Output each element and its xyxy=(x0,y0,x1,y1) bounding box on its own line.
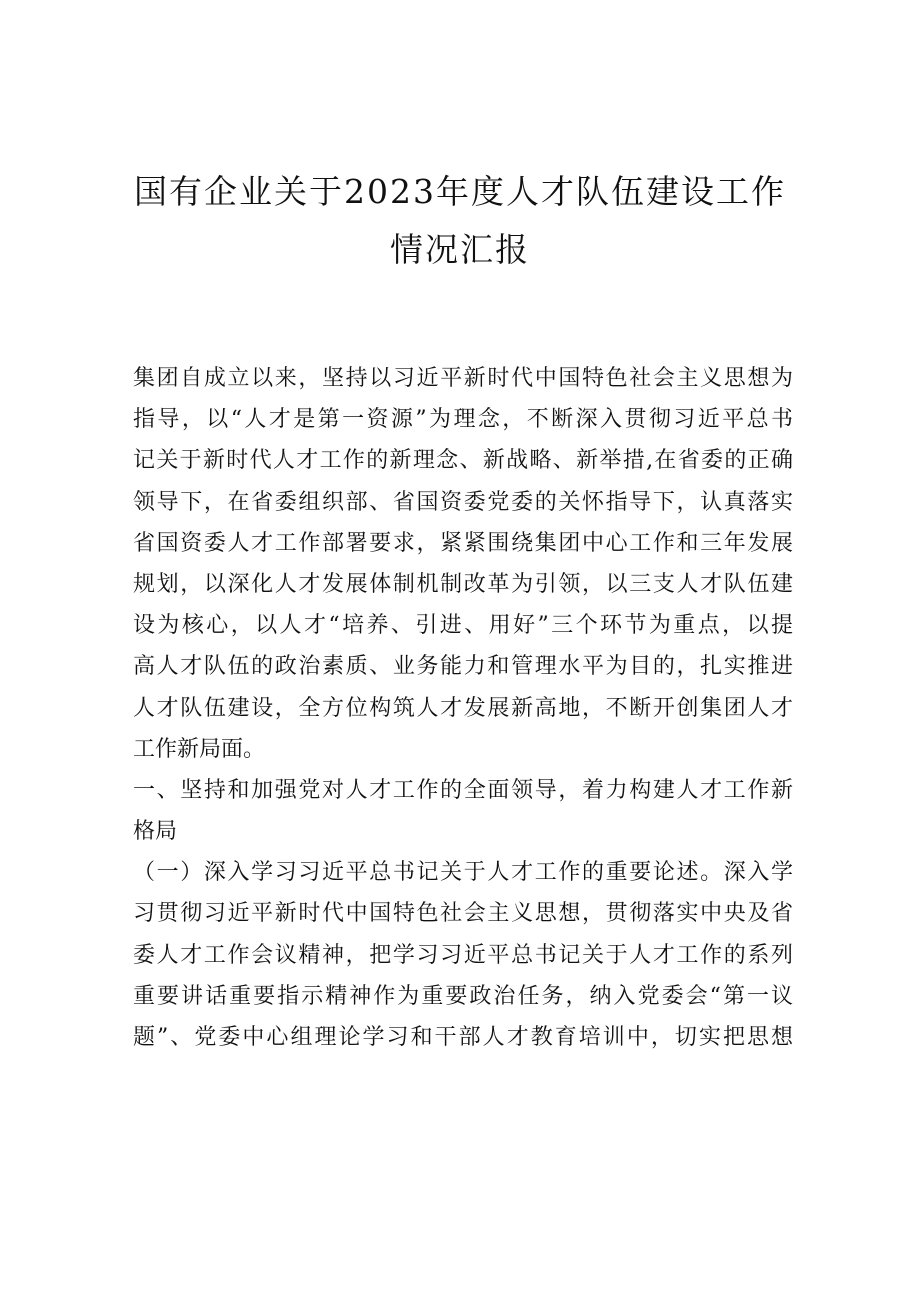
body-line: 规划，以深化人才发展体制机制改革为引领，以三支人才队伍建 xyxy=(133,571,793,597)
document-body xyxy=(133,358,793,1058)
document-title-line-1: 国有企业关于2023年度人才队伍建设工作 xyxy=(134,172,786,211)
body-line: 设为核心，以人才“培养、引进、用好”三个环节为重点，以提 xyxy=(133,613,793,639)
body-line: 题”、党委中心组理论学习和干部人才教育培训中，切实把思想 xyxy=(133,1025,793,1050)
section-heading-line: 格局 xyxy=(133,819,178,845)
body-line: 委人才工作会议精神，把学习习近平总书记关于人才工作的系列 xyxy=(133,942,793,968)
body-line: 领导下，在省委组织部、省国资委党委的关怀指导下，认真落实 xyxy=(133,489,793,515)
body-line: 记关于新时代人才工作的新理念、新战略、新举措,在省委的正确 xyxy=(133,448,793,474)
body-line: 习贯彻习近平新时代中国特色社会主义思想，贯彻落实中央及省 xyxy=(133,901,793,927)
body-line: （一）深入学习习近平总书记关于人才工作的重要论述。深入学 xyxy=(133,860,793,886)
body-line: 人才队伍建设，全方位构筑人才发展新高地，不断开创集团人才 xyxy=(133,695,793,721)
body-line: 指导，以“人才是第一资源”为理念，不断深入贯彻习近平总书 xyxy=(133,407,793,433)
body-line: 集团自成立以来，坚持以习近平新时代中国特色社会主义思想为 xyxy=(133,366,793,391)
body-line: 工作新局面。 xyxy=(133,736,266,762)
section-heading-line: 一、坚持和加强党对人才工作的全面领导，着力构建人才工作新 xyxy=(133,777,793,803)
body-line: 高人才队伍的政治素质、业务能力和管理水平为目的，扎实推进 xyxy=(133,654,793,680)
document-title-line-2: 情况汇报 xyxy=(390,230,530,269)
body-line: 重要讲话重要指示精神作为重要政治任务，纳入党委会“第一议 xyxy=(133,983,793,1009)
body-line: 省国资委人才工作部署要求，紧紧围绕集团中心工作和三年发展 xyxy=(133,530,793,556)
